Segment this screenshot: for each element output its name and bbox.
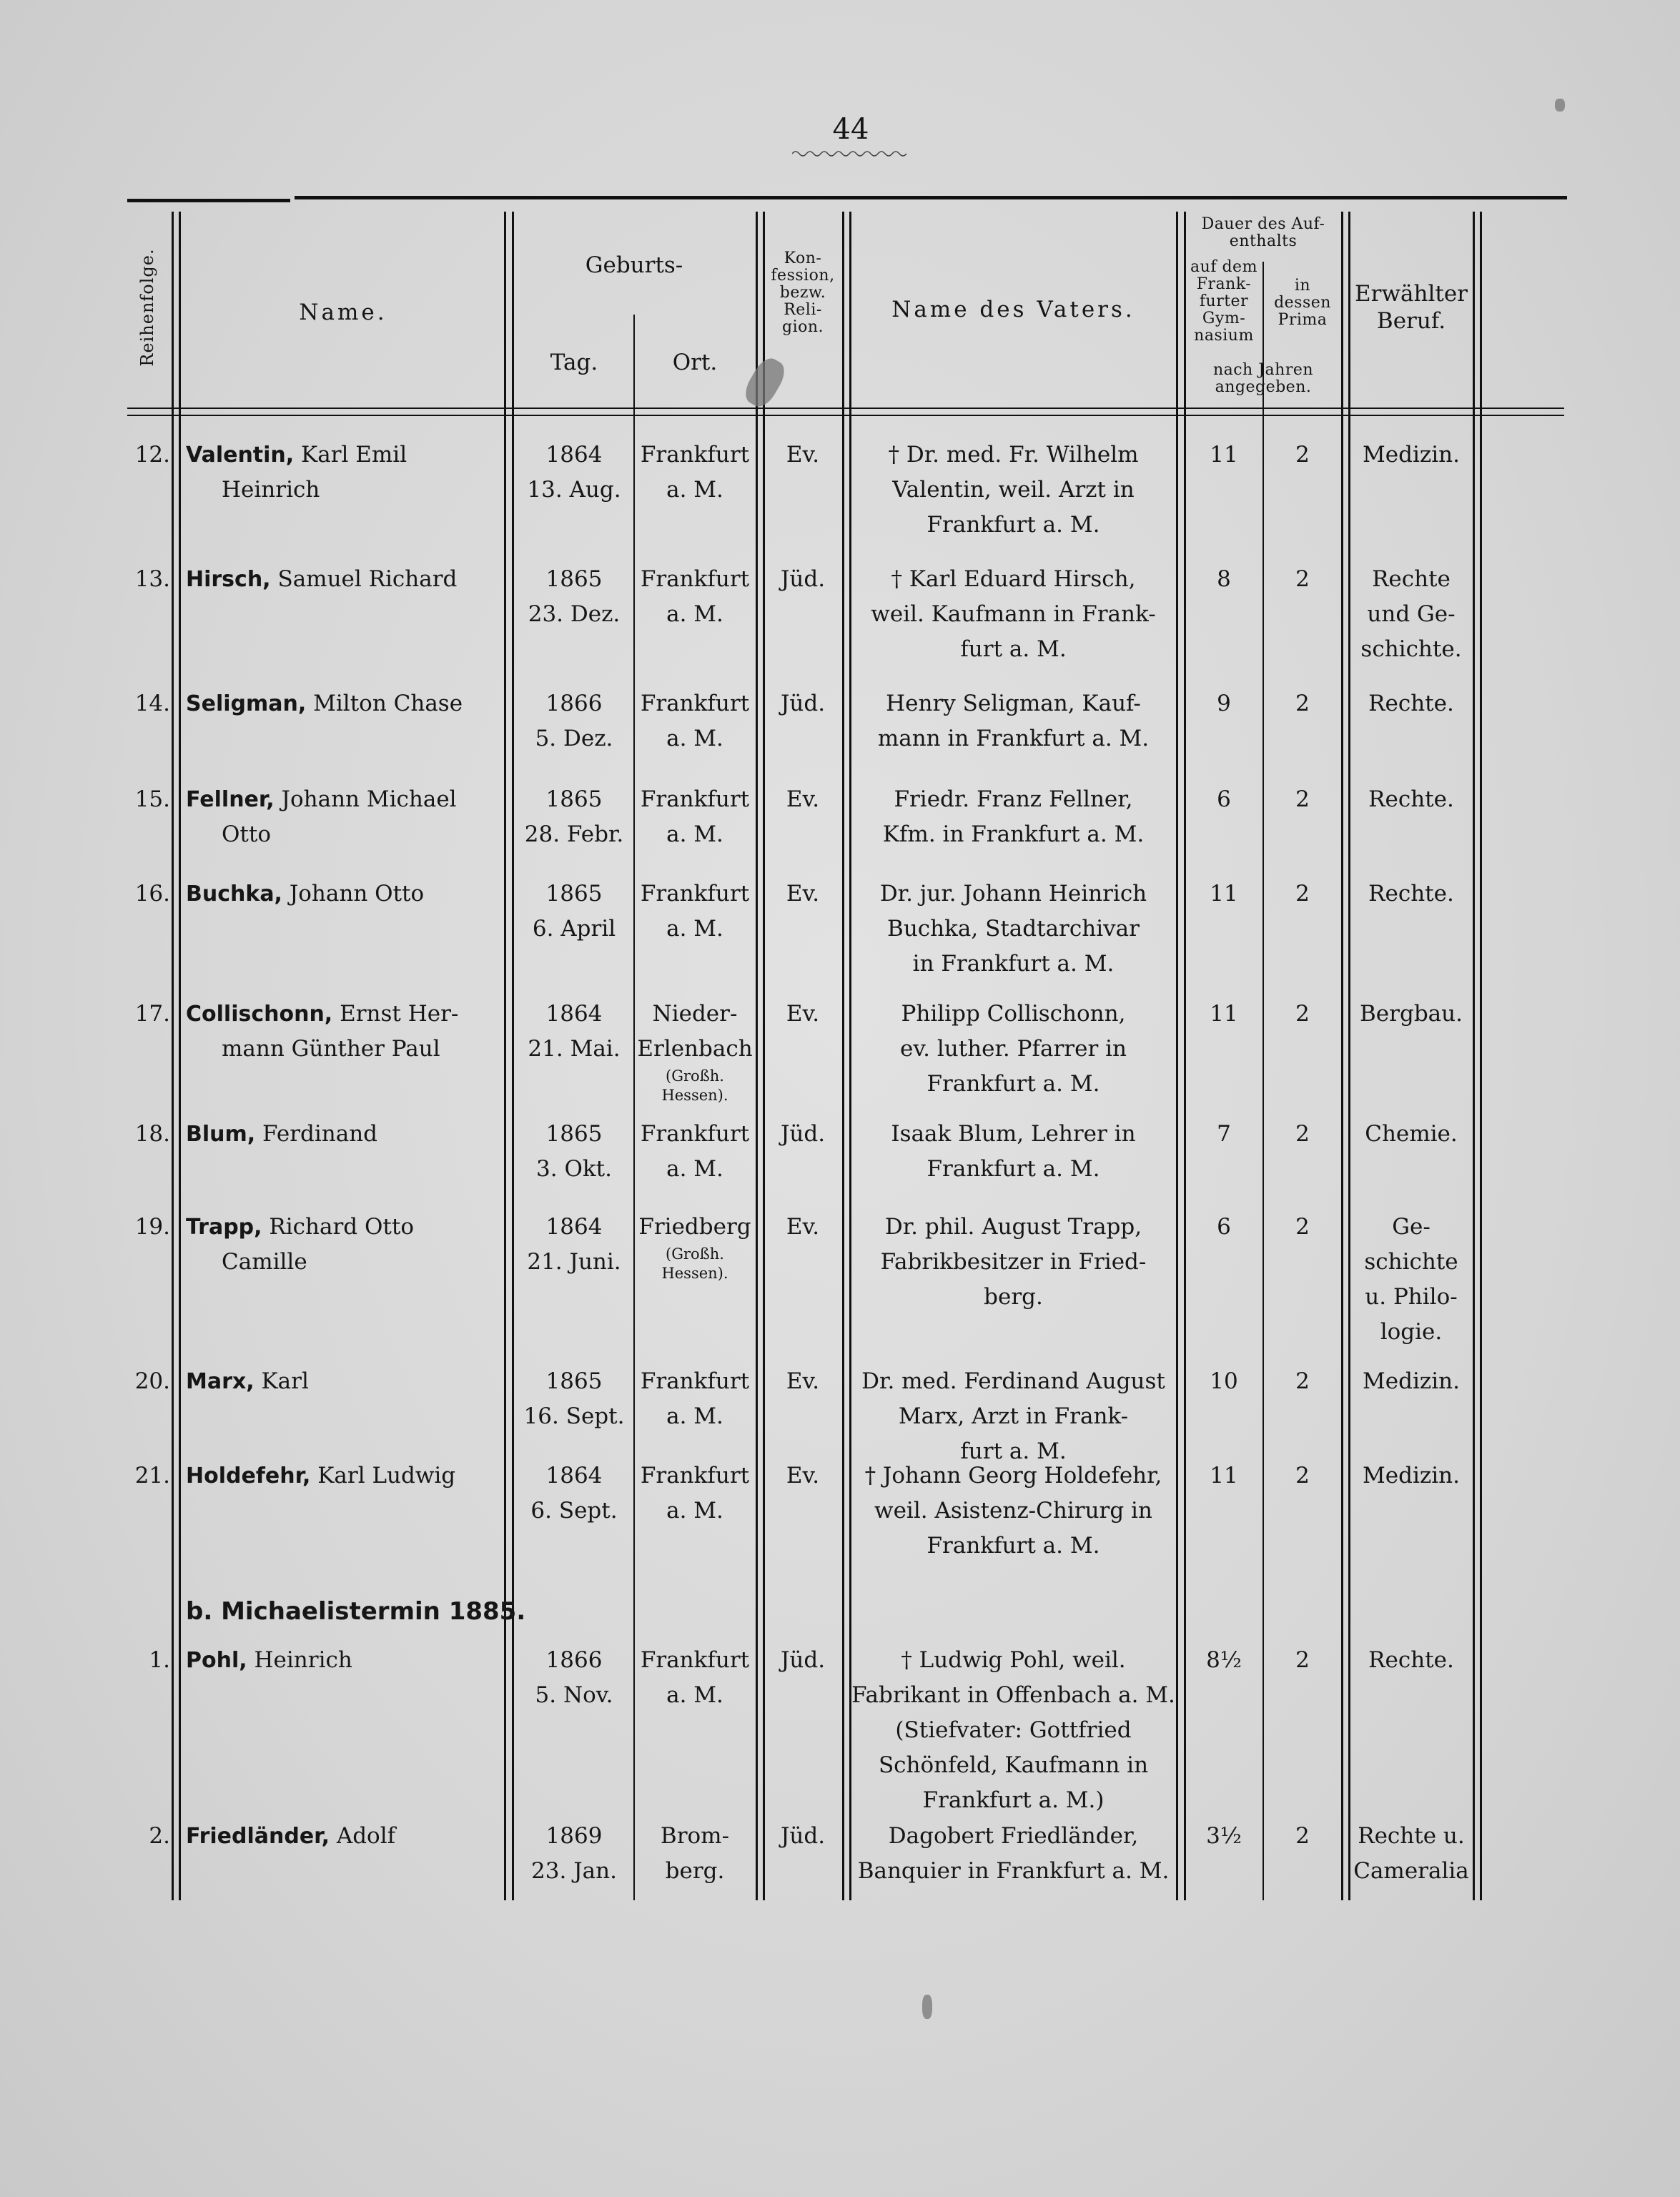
row-given-name-cont: Heinrich	[222, 477, 320, 503]
row-profession-line: Medizin.	[1363, 1463, 1460, 1488]
row-given-name: Samuel Richard	[277, 566, 458, 592]
row-birth-place-line: Frankfurt	[640, 1121, 750, 1147]
row-profession	[1350, 1819, 1473, 1889]
row-profession	[1350, 438, 1473, 473]
row-konfession: Jüd.	[780, 566, 826, 592]
row-given-name: Johann Michael	[281, 786, 457, 812]
row-profession-line: Medizin.	[1363, 1368, 1460, 1394]
row-number: 12.	[134, 442, 170, 468]
row-father-line: † Ludwig Pohl, weil.	[901, 1647, 1126, 1673]
row-birth-place	[635, 438, 755, 508]
row-birth-date	[515, 1210, 633, 1280]
row-name	[186, 1643, 503, 1678]
header-ort: Ort.	[672, 350, 718, 375]
row-father-line: Buchka, Stadtarchivar	[887, 916, 1140, 942]
row-father-line: Dagobert Friedländer,	[888, 1823, 1139, 1849]
row-father-line: Banquier in Frankfurt a. M.	[857, 1858, 1170, 1884]
row-profession-line: Medizin.	[1363, 442, 1460, 468]
row-father-line: furt a. M.	[960, 636, 1067, 662]
row-birth-place	[635, 1210, 755, 1283]
row-birth-year: 1864	[545, 1001, 603, 1027]
row-years-prima: 2	[1295, 1823, 1310, 1849]
scan-smudge	[1555, 99, 1565, 112]
row-surname: Marx,	[186, 1369, 255, 1394]
row-profession	[1350, 1210, 1473, 1350]
row-birth-place-line: Brom-	[660, 1823, 730, 1849]
col-line	[1341, 212, 1343, 1900]
row-years-gymnasium: 10	[1210, 1368, 1238, 1394]
header-geburts: Geburts-	[585, 252, 683, 278]
row-father-line: † Karl Eduard Hirsch,	[891, 566, 1136, 592]
row-birth-place	[635, 1364, 755, 1434]
row-birth-place	[635, 782, 755, 852]
row-number: 18.	[134, 1121, 170, 1147]
row-birth-place-line: a. M.	[666, 1682, 723, 1708]
row-father-line: Frankfurt a. M.)	[922, 1787, 1105, 1813]
row-years-prima: 2	[1295, 1647, 1310, 1673]
row-father	[851, 438, 1176, 543]
row-father	[851, 997, 1176, 1102]
row-birth-year: 1865	[545, 566, 603, 592]
row-birth-place	[635, 1117, 755, 1187]
row-surname: Blum,	[186, 1122, 256, 1147]
row-birth-place-line: a. M.	[666, 1498, 723, 1524]
row-father-line: Dr. med. Ferdinand August	[861, 1368, 1165, 1394]
row-birth-place-line: a. M.	[666, 1156, 723, 1182]
row-birth-place	[635, 997, 755, 1105]
row-profession-line: schichte	[1364, 1249, 1458, 1275]
row-profession-line: logie.	[1380, 1319, 1443, 1345]
row-profession-line: und Ge-	[1367, 601, 1456, 627]
row-birth-date	[515, 782, 633, 852]
row-surname: Hirsch,	[186, 567, 271, 592]
row-profession-line: Cameralia	[1353, 1858, 1469, 1884]
row-birth-place	[635, 1643, 755, 1713]
row-konfession: Ev.	[786, 1001, 820, 1027]
row-surname: Fellner,	[186, 787, 275, 812]
row-name	[186, 877, 503, 912]
row-name	[186, 1458, 503, 1494]
row-surname: Buchka,	[186, 882, 282, 907]
row-profession-line: Rechte.	[1368, 691, 1454, 716]
row-profession	[1350, 1643, 1473, 1678]
row-years-gymnasium: 8	[1217, 566, 1231, 592]
row-years-gymnasium: 3½	[1206, 1823, 1242, 1849]
row-profession	[1350, 877, 1473, 912]
row-number: 13.	[134, 566, 170, 592]
row-father-line: Fabrikbesitzer in Fried-	[880, 1249, 1147, 1275]
row-name	[186, 1819, 503, 1854]
row-years-prima: 2	[1295, 881, 1310, 907]
row-profession-line: schichte.	[1360, 636, 1462, 662]
col-line	[756, 212, 758, 1900]
section-label: b. Michaelistermin 1885.	[186, 1597, 526, 1626]
page-number: 44	[832, 113, 869, 146]
row-surname: Seligman,	[186, 691, 307, 716]
row-father-line: furt a. M.	[960, 1438, 1067, 1464]
row-birth-place-line: a. M.	[666, 477, 723, 503]
col-line	[1480, 212, 1482, 1900]
row-birth-place-line: Erlenbach	[637, 1036, 753, 1062]
row-father	[851, 877, 1176, 982]
col-line	[512, 212, 514, 1900]
row-years-prima: 2	[1295, 1121, 1310, 1147]
row-father-line: Friedr. Franz Fellner,	[894, 786, 1133, 812]
row-surname: Collischonn,	[186, 1002, 333, 1027]
row-profession-line: Bergbau.	[1360, 1001, 1463, 1027]
row-number: 2.	[149, 1823, 170, 1849]
row-number: 19.	[134, 1214, 170, 1240]
col-line	[172, 212, 174, 1900]
row-birth-place-line: berg.	[665, 1858, 725, 1884]
row-father-line: mann in Frankfurt a. M.	[877, 726, 1150, 751]
row-birth-year: 1865	[545, 1121, 603, 1147]
row-years-prima: 2	[1295, 1463, 1310, 1488]
row-surname: Pohl,	[186, 1648, 247, 1673]
row-years-prima: 2	[1295, 566, 1310, 592]
row-name	[186, 686, 503, 721]
row-profession	[1350, 1364, 1473, 1399]
row-number: 14.	[134, 691, 170, 716]
row-birth-date	[515, 562, 633, 632]
row-number: 15.	[134, 786, 170, 812]
row-birth-place-line: a. M.	[666, 1403, 723, 1429]
row-konfession: Ev.	[786, 1214, 820, 1240]
row-father-line: Henry Seligman, Kauf-	[886, 691, 1141, 716]
row-birth-day: 28. Febr.	[524, 821, 624, 847]
row-birth-date	[515, 997, 633, 1067]
row-profession	[1350, 997, 1473, 1032]
row-birth-date	[515, 877, 633, 947]
row-father-line: Valentin, weil. Arzt in	[892, 477, 1135, 503]
row-birth-place-line: Frankfurt	[640, 881, 750, 907]
row-years-prima: 2	[1295, 691, 1310, 716]
row-given-name: Johann Otto	[289, 881, 425, 907]
header-reihenfolge: Reihenfolge.	[137, 248, 157, 367]
row-birth-day: 3. Okt.	[536, 1156, 612, 1182]
row-birth-day: 13. Aug.	[527, 477, 621, 503]
row-years-gymnasium: 11	[1210, 1001, 1238, 1027]
row-profession-line: Rechte.	[1368, 881, 1454, 907]
row-given-name: Richard Otto	[269, 1214, 414, 1240]
row-years-gymnasium: 9	[1217, 691, 1231, 716]
row-profession	[1350, 1117, 1473, 1152]
row-birth-date	[515, 1458, 633, 1529]
row-father	[851, 562, 1176, 667]
row-profession-line: Ge-	[1392, 1214, 1431, 1240]
row-birth-place-line: Frankfurt	[640, 786, 750, 812]
row-father-line: Frankfurt a. M.	[927, 1533, 1100, 1559]
row-years-gymnasium: 6	[1217, 786, 1231, 812]
row-number: 20.	[134, 1368, 170, 1394]
row-years-gymnasium: 6	[1217, 1214, 1231, 1240]
header-dauer-gym: auf dem Frank- furter Gym- nasium	[1190, 258, 1257, 345]
row-konfession: Ev.	[786, 1368, 820, 1394]
row-father-line: Dr. phil. August Trapp,	[884, 1214, 1142, 1240]
row-years-prima: 2	[1295, 442, 1310, 468]
row-given-name: Adolf	[336, 1823, 396, 1849]
col-line	[842, 212, 844, 1900]
row-years-gymnasium: 11	[1210, 442, 1238, 468]
row-birth-day: 21. Juni.	[527, 1249, 621, 1275]
row-birth-year: 1865	[545, 786, 603, 812]
row-birth-place	[635, 1458, 755, 1529]
row-konfession: Ev.	[786, 442, 820, 468]
row-years-gymnasium: 11	[1210, 881, 1238, 907]
row-father	[851, 686, 1176, 756]
row-father-line: (Stiefvater: Gottfried	[895, 1717, 1132, 1743]
row-years-prima: 2	[1295, 1214, 1310, 1240]
row-father	[851, 1210, 1176, 1315]
row-given-name: Karl Ludwig	[317, 1463, 456, 1488]
row-birth-day: 23. Jan.	[531, 1858, 617, 1884]
row-father-line: † Johann Georg Holdefehr,	[864, 1463, 1162, 1488]
row-birth-year: 1866	[545, 1647, 603, 1673]
header-name: Name.	[299, 300, 387, 325]
row-profession	[1350, 1458, 1473, 1494]
row-birth-day: 5. Dez.	[535, 726, 613, 751]
row-birth-date	[515, 1364, 633, 1434]
row-birth-year: 1864	[545, 1463, 603, 1488]
row-father	[851, 1819, 1176, 1889]
row-surname: Valentin,	[186, 443, 295, 468]
row-father	[851, 1364, 1176, 1469]
row-birth-day: 23. Dez.	[528, 601, 621, 627]
row-name	[186, 438, 503, 508]
row-years-prima: 2	[1295, 786, 1310, 812]
row-number: 21.	[134, 1463, 170, 1488]
row-birth-day: 21. Mai.	[528, 1036, 621, 1062]
col-line	[1176, 212, 1178, 1900]
row-profession	[1350, 562, 1473, 667]
row-profession	[1350, 686, 1473, 721]
row-profession-line: Rechte u.	[1358, 1823, 1465, 1849]
row-father-line: berg.	[984, 1284, 1043, 1310]
row-name	[186, 1210, 503, 1280]
row-father	[851, 782, 1176, 852]
row-birth-place-line: a. M.	[666, 601, 723, 627]
header-tag: Tag.	[550, 350, 598, 375]
row-birth-place	[635, 562, 755, 632]
row-birth-place	[635, 686, 755, 756]
row-father-line: in Frankfurt a. M.	[912, 951, 1115, 977]
row-surname: Holdefehr,	[186, 1463, 311, 1488]
row-birth-date	[515, 1117, 633, 1187]
row-profession-line: Chemie.	[1365, 1121, 1458, 1147]
row-birth-year: 1865	[545, 1368, 603, 1394]
row-father-line: Frankfurt a. M.	[927, 1156, 1100, 1182]
row-father	[851, 1643, 1176, 1818]
row-surname: Trapp,	[186, 1215, 262, 1240]
row-father-line: Frankfurt a. M.	[927, 1071, 1100, 1097]
row-birth-year: 1869	[545, 1823, 603, 1849]
row-father-line: Schönfeld, Kaufmann in	[878, 1752, 1149, 1778]
row-years-prima: 2	[1295, 1001, 1310, 1027]
top-rule-right	[295, 196, 1567, 199]
row-birth-place-note: Hessen).	[661, 1087, 728, 1104]
row-given-name: Karl	[261, 1368, 309, 1394]
header-dauer-prima: in dessen Prima	[1274, 277, 1331, 329]
row-father-line: Kfm. in Frankfurt a. M.	[882, 821, 1145, 847]
row-birth-day: 5. Nov.	[535, 1682, 613, 1708]
row-birth-place-line: a. M.	[666, 821, 723, 847]
row-birth-place-line: Frankfurt	[640, 1647, 750, 1673]
row-father-line: Fabrikant in Offenbach a. M.	[851, 1682, 1175, 1708]
header-vater: Name des Vaters.	[891, 297, 1135, 322]
row-birth-date	[515, 438, 633, 508]
row-birth-day: 16. Sept.	[523, 1403, 625, 1429]
row-years-prima: 2	[1295, 1368, 1310, 1394]
row-birth-year: 1865	[545, 881, 603, 907]
row-given-name: Heinrich	[254, 1647, 352, 1673]
row-given-name: Karl Emil	[301, 442, 407, 468]
row-father-line: weil. Asistenz-Chirurg in	[874, 1498, 1152, 1524]
row-profession-line: Rechte	[1372, 566, 1451, 592]
row-given-name: Ernst Her-	[340, 1001, 459, 1027]
row-father-line: † Dr. med. Fr. Wilhelm	[888, 442, 1139, 468]
row-konfession: Ev.	[786, 1463, 820, 1488]
row-name	[186, 562, 503, 597]
row-konfession: Ev.	[786, 786, 820, 812]
row-number: 16.	[134, 881, 170, 907]
col-line	[1473, 212, 1475, 1900]
header-dauer-bottom: nach Jahren angegeben.	[1212, 361, 1314, 396]
row-birth-place-note: (Großh.	[666, 1067, 724, 1085]
row-years-gymnasium: 7	[1217, 1121, 1231, 1147]
row-number: 1.	[149, 1647, 170, 1673]
row-birth-year: 1864	[545, 1214, 603, 1240]
row-number: 17.	[134, 1001, 170, 1027]
col-line	[504, 212, 506, 1900]
col-line	[179, 212, 181, 1900]
row-birth-place-line: Frankfurt	[640, 1368, 750, 1394]
row-years-gymnasium: 8½	[1206, 1647, 1242, 1673]
row-birth-place	[635, 877, 755, 947]
top-rule-left	[127, 199, 290, 202]
row-birth-place-line: Nieder-	[652, 1001, 738, 1027]
ornament-rule	[792, 149, 908, 159]
row-father-line: Dr. jur. Johann Heinrich	[879, 881, 1147, 907]
row-birth-place-line: Frankfurt	[640, 691, 750, 716]
row-birth-day: 6. April	[532, 916, 616, 942]
row-birth-place-line: Frankfurt	[640, 1463, 750, 1488]
row-birth-place-line: Friedberg	[638, 1214, 751, 1240]
row-birth-place-note: (Großh.	[666, 1245, 724, 1263]
row-given-name-cont: Camille	[222, 1249, 307, 1275]
header-dauer: Dauer des Auf- enthalts	[1201, 215, 1325, 250]
row-profession-line: Rechte.	[1368, 786, 1454, 812]
header-konfession: Kon- fession, bezw. Reli- gion.	[771, 250, 835, 336]
row-father-line: ev. luther. Pfarrer in	[899, 1036, 1127, 1062]
row-konfession: Jüd.	[780, 1647, 826, 1673]
row-birth-place-line: Frankfurt	[640, 566, 750, 592]
row-father-line: Philipp Collischonn,	[901, 1001, 1126, 1027]
row-given-name-cont: mann Günther Paul	[222, 1036, 440, 1062]
row-profession	[1350, 782, 1473, 817]
row-konfession: Jüd.	[780, 1121, 826, 1147]
row-birth-year: 1866	[545, 691, 603, 716]
row-given-name: Ferdinand	[262, 1121, 378, 1147]
row-name	[186, 997, 503, 1067]
header-beruf: Erwählter Beruf.	[1355, 281, 1468, 334]
row-birth-day: 6. Sept.	[530, 1498, 618, 1524]
row-birth-place-note: Hessen).	[661, 1265, 728, 1282]
row-name	[186, 1364, 503, 1399]
row-birth-date	[515, 1819, 633, 1889]
row-birth-place	[635, 1819, 755, 1889]
row-years-gymnasium: 11	[1210, 1463, 1238, 1488]
row-father	[851, 1117, 1176, 1187]
scan-smudge	[922, 1995, 932, 2019]
row-father-line: Isaak Blum, Lehrer in	[891, 1121, 1136, 1147]
row-birth-place-line: a. M.	[666, 916, 723, 942]
row-birth-year: 1864	[545, 442, 603, 468]
row-given-name-cont: Otto	[222, 821, 271, 847]
row-birth-date	[515, 1643, 633, 1713]
row-given-name: Milton Chase	[313, 691, 463, 716]
row-konfession: Ev.	[786, 881, 820, 907]
row-name	[186, 782, 503, 852]
row-birth-place-line: Frankfurt	[640, 442, 750, 468]
row-father	[851, 1458, 1176, 1564]
row-surname: Friedländer,	[186, 1824, 330, 1849]
row-profession-line: Rechte.	[1368, 1647, 1454, 1673]
row-birth-place-line: a. M.	[666, 726, 723, 751]
row-konfession: Jüd.	[780, 1823, 826, 1849]
row-konfession: Jüd.	[780, 691, 826, 716]
row-birth-date	[515, 686, 633, 756]
row-father-line: weil. Kaufmann in Frank-	[871, 601, 1156, 627]
row-profession-line: u. Philo-	[1365, 1284, 1458, 1310]
row-father-line: Frankfurt a. M.	[927, 512, 1100, 538]
row-father-line: Marx, Arzt in Frank-	[898, 1403, 1129, 1429]
row-name	[186, 1117, 503, 1152]
